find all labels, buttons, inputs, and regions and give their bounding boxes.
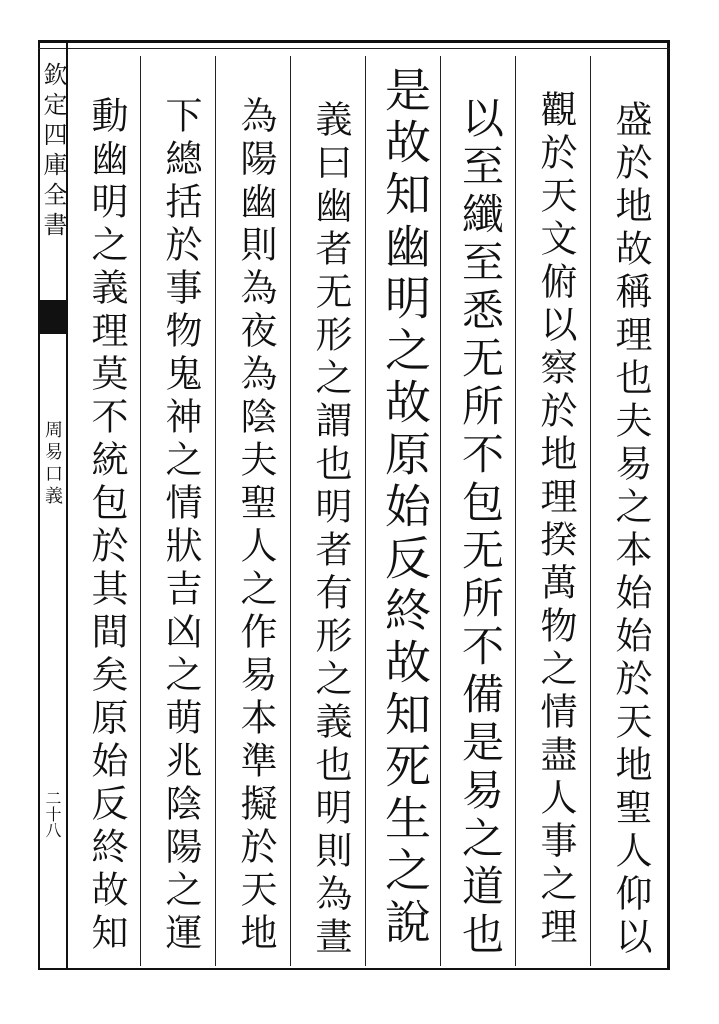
text-column-3: 以至纖至悉无所不包无所不備是易之道也 — [456, 96, 505, 960]
column-rule — [290, 56, 291, 966]
column-rule — [590, 56, 591, 966]
text-column-7: 下總括於事物鬼神之情狀吉凶之萌兆陰陽之運 — [159, 96, 202, 956]
text-column-6: 為陽幽則為夜為陰夫聖人之作易本準擬於天地 — [234, 96, 277, 956]
column-rule — [440, 56, 441, 966]
text-column-2: 觀於天文俯以察於地理揆萬物之情盡人事之理 — [534, 90, 577, 950]
column-rule — [365, 56, 366, 966]
top-inner-rule — [38, 48, 670, 49]
column-rule — [515, 56, 516, 966]
text-column-8: 動幽明之義理莫不統包於其間矣原始反終故知 — [85, 96, 128, 956]
series-title: 欽定四庫全書 — [39, 62, 67, 242]
book-title: 周易口義 — [42, 420, 63, 508]
page-number: 二十八 — [43, 790, 62, 838]
column-rule — [215, 56, 216, 966]
text-column-4: 是故知幽明之故原始反終故知死生之說 — [378, 66, 432, 950]
column-rule — [140, 56, 141, 966]
fish-tail-mark — [40, 300, 67, 334]
text-column-1: 盛於地故稱理也夫易之本始始於天地聖人仰以 — [609, 100, 652, 960]
text-column-5: 義曰幽者无形之謂也明者有形之義也明則為晝 — [309, 100, 352, 960]
